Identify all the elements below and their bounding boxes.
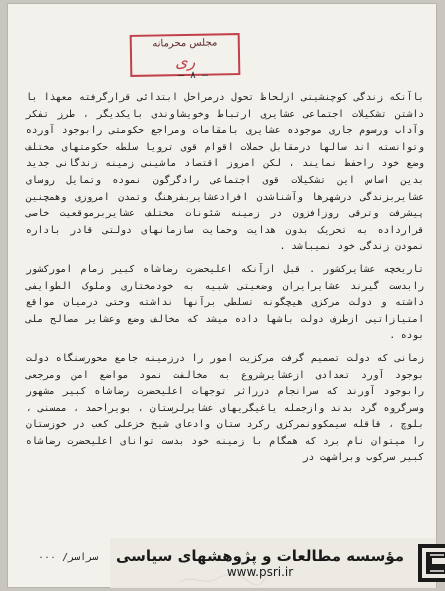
stamp-top-text: مجلس محرمانه [152, 37, 218, 50]
document-page [8, 4, 436, 587]
document-body [26, 90, 424, 473]
page-number: — ۸ — [177, 70, 209, 81]
watermark-title: مؤسسه مطالعات و پژوهشهای سیاسی [116, 547, 405, 565]
watermark-url[interactable]: www.psri.ir [226, 565, 294, 579]
institute-watermark [110, 538, 436, 588]
paragraph: زمانی که دولت تصمیم گرفت مرکزیت امور را درزمینه جامع محورسنگاه دولت بوجود آورد تعدادی ازعشایرشروع به مخالفت نمود مواضع امن ومرجعی رابوجود آورند که سرانجام درراثر توجهات اعلیحضرت رضاشاه کبیر مشهور وسرگروه گرد بدند وازجمله یاغیگریهای عشایرلرستان ، بویراحمد ، ممسنی ، بلوچ ، قاقله سیمکوونمرکزی رکرد ستان وادعای شیخ خزعلی کعب در خوزستان را میتوان نام برد که همگام با زمینه خود بدست توانای اعلیحضرت رضاشاه کبیر سرکوب وبراشهت در [26, 352, 424, 464]
institute-logo-icon [418, 544, 445, 582]
paragraph: باآنکه زندگی کوچنشینی ازلحاظ تحول درمراحل ابتدائی قرارگرفته معهذا با داشتن تشکیلات اجتماعی عشایری ارتباط وخویشاوندی بایکدیگر ، طرز تفکر وآداب ورسوم جاری موجوده عشایری بامقامات ومراجع حکومتی رابوجود آورده وتوانسته اند سالها درمقابل حملات اقوام قوی ترویا سلطه حکومتهای مختلف وضع خود راحفظ نمایند ، لکن امروز اقتصاد ماشینی زمینه زندگانی جدید بدین اساس این تشکیلات قوی اجتماعی رادگرگون نموده وتمایل روسای عشایربزندگی درشهرها وآشناشدن افرادعشایربفرهنگ وتمدن امروزی وهمچنین پیشرفت وترقی روزافزون در زمینه شئونات مختلف عشایربرموقعیت خاصی قرارداده به تحریک بدون هدایت وحمایت سازمانهای دولتی قادر باداره نمودن زندگی خود نمیباشد . [26, 92, 424, 253]
paragraph: تاریخچه عشایرکشور . قبل ازآنکه اعلیحضرت رضاشاه کبیر زمام امورکشور رابدست گیرند عشایرایران وضعیتی شبیه به خودمختاری وملوک الطوایفی داشته و دولت مرکزی هیچگونه تسلطی برآنها نداشته وحتی درمیان مواقع امتیازاتیی ازطرف دولت باشها داده میشد که مخالف وضع وعشایر مصالح ملی بوده . [26, 263, 424, 342]
stamp-mark: ری [174, 51, 196, 72]
footer-text: سراسر/ ۰۰۰ [38, 552, 99, 563]
